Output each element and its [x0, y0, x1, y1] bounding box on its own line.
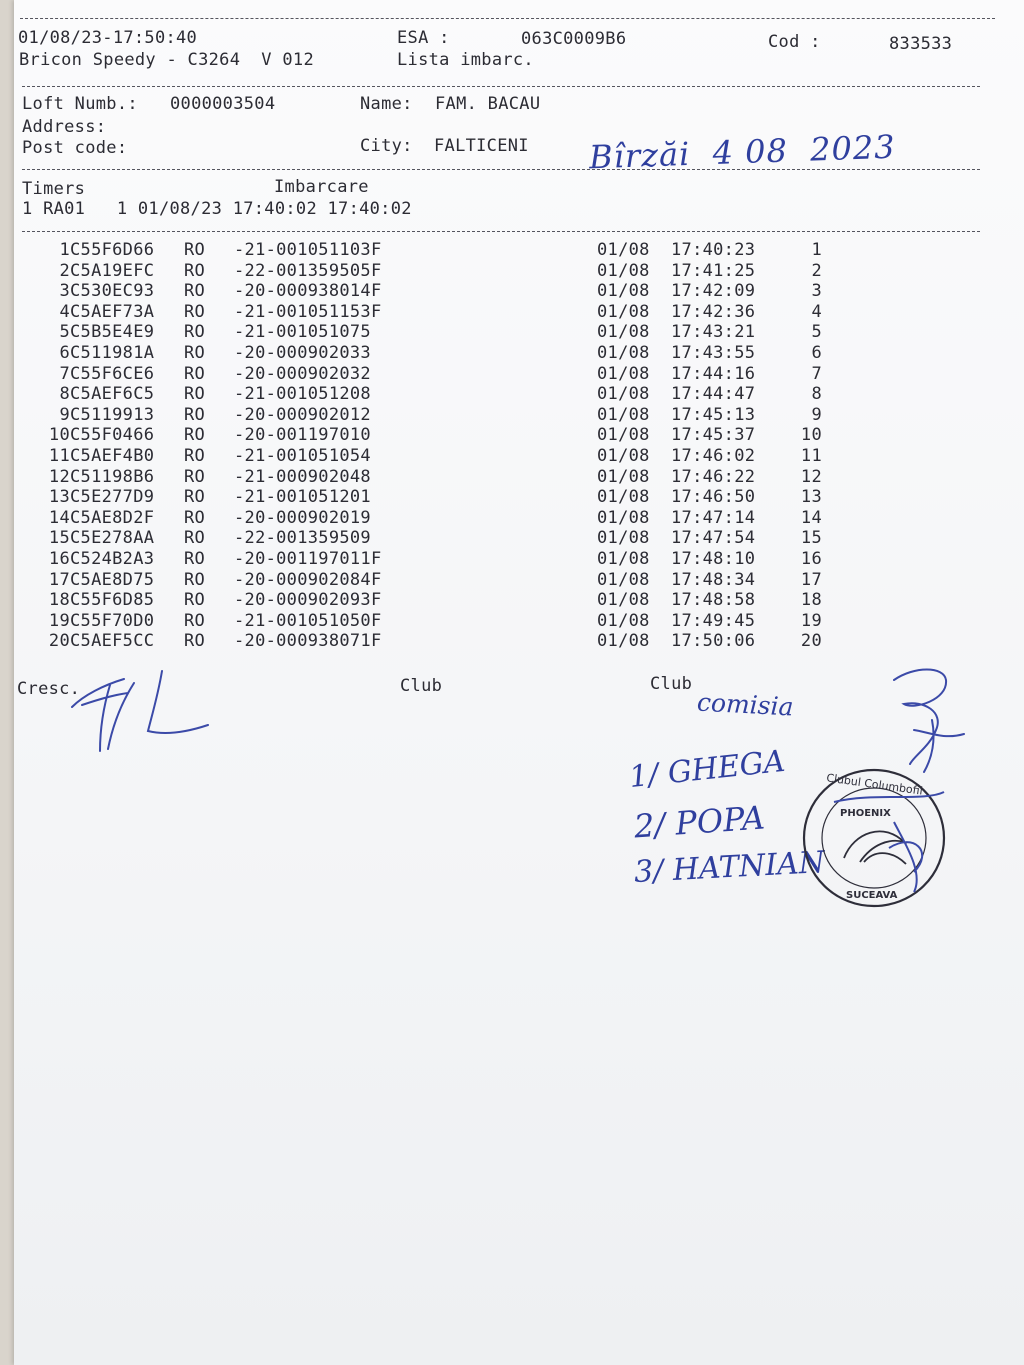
- separator-top: [20, 18, 995, 19]
- bird-ring: -20-000938014F: [234, 281, 382, 302]
- table-row: [14, 302, 1004, 322]
- header-cod-label: Cod :: [768, 32, 821, 52]
- bird-seq: 11: [800, 446, 822, 466]
- bird-date: 01/08: [597, 487, 650, 508]
- bird-seq: 4: [811, 301, 822, 322]
- table-row: [14, 631, 1004, 651]
- bird-ring: -21-001051050F: [234, 610, 382, 631]
- bird-time: 17:44:47: [671, 384, 756, 405]
- bird-chip: C5AE8D2F: [70, 507, 155, 528]
- timers-label: Timers: [22, 179, 86, 199]
- bird-time: 17:47:14: [671, 507, 756, 528]
- bird-date: 01/08: [597, 343, 650, 363]
- bird-time: 17:50:06: [671, 631, 756, 652]
- bird-time: 17:40:23: [671, 240, 756, 260]
- table-row: [14, 261, 1004, 281]
- bird-ring: -20-000902032: [234, 363, 371, 384]
- bird-chip: C5119913: [70, 404, 155, 425]
- bird-time: 17:43:55: [671, 343, 756, 363]
- bird-seq: 7: [811, 363, 822, 384]
- header-cod-value: 833533: [889, 34, 953, 54]
- stamp-bottom-text: SUCEAVA: [846, 890, 898, 901]
- separator-header: [22, 86, 980, 87]
- table-row: [14, 570, 1004, 590]
- bird-seq: 18: [800, 590, 822, 611]
- bird-chip: C511981A: [70, 343, 155, 363]
- bird-ring: -20-000902033: [234, 343, 371, 363]
- bird-chip: C5A19EFC: [70, 260, 155, 281]
- bird-date: 01/08: [597, 363, 650, 384]
- table-row: [14, 508, 1004, 528]
- bird-ring: -21-001051054: [234, 446, 371, 466]
- bird-ring: -21-001051153F: [234, 301, 382, 322]
- bird-country: RO: [184, 240, 206, 260]
- header-esa-value: 063C0009B6: [521, 29, 627, 49]
- handwritten-member-1: 1/ GHEGA: [627, 743, 787, 796]
- bird-chip: C5E277D9: [70, 487, 155, 508]
- bird-ring: -21-001051103F: [234, 240, 382, 260]
- header-datetime: 01/08/23-17:50:40: [18, 28, 198, 48]
- bird-date: 01/08: [597, 425, 650, 446]
- table-row: [14, 590, 1004, 610]
- bird-time: 17:44:16: [671, 363, 756, 384]
- bird-country: RO: [184, 528, 206, 549]
- bird-time: 17:46:22: [671, 466, 756, 487]
- bird-country: RO: [184, 487, 206, 508]
- bird-ring: -20-000902084F: [234, 569, 382, 590]
- city-value: FALTICENI: [434, 136, 529, 156]
- bird-time: 17:47:54: [671, 528, 756, 549]
- bird-date: 01/08: [597, 528, 650, 549]
- bird-time: 17:48:10: [671, 549, 756, 569]
- bird-n: 12: [48, 466, 70, 487]
- stamp-middle-text: PHOENIX: [840, 808, 891, 819]
- bird-ring: -20-001197011F: [234, 549, 382, 569]
- bird-n: 20: [48, 631, 70, 652]
- bird-date: 01/08: [597, 631, 650, 652]
- bird-time: 17:49:45: [671, 610, 756, 631]
- postcode-label: Post code:: [22, 138, 128, 158]
- bird-country: RO: [184, 343, 206, 363]
- bird-chip: C55F6D85: [70, 590, 155, 611]
- handwritten-comisia: comisia: [696, 687, 795, 722]
- bird-seq: 1: [811, 240, 822, 260]
- bird-date: 01/08: [597, 301, 650, 322]
- bird-chip: C55F6CE6: [70, 363, 155, 384]
- bird-seq: 6: [811, 343, 822, 363]
- breeder-signature: [64, 665, 214, 760]
- bird-country: RO: [184, 404, 206, 425]
- bird-seq: 15: [800, 528, 822, 549]
- bird-chip: C5AEF4B0: [70, 446, 155, 466]
- bird-n: 1: [59, 240, 70, 260]
- table-row: [14, 405, 1004, 425]
- bird-n: 10: [48, 425, 70, 446]
- bird-n: 6: [59, 343, 70, 363]
- bird-seq: 14: [800, 507, 822, 528]
- bird-date: 01/08: [597, 404, 650, 425]
- bird-time: 17:46:02: [671, 446, 756, 466]
- bird-ring: -20-000902093F: [234, 590, 382, 611]
- bird-seq: 10: [800, 425, 822, 446]
- club-label-1: Club: [400, 676, 443, 696]
- loft-number-value: 0000003504: [170, 94, 276, 114]
- bird-ring: -22-001359509: [234, 528, 371, 549]
- bird-date: 01/08: [597, 507, 650, 528]
- handwritten-member-2: 2/ POPA: [632, 798, 766, 846]
- bird-n: 4: [59, 301, 70, 322]
- bird-time: 17:45:37: [671, 425, 756, 446]
- bird-chip: C51198B6: [70, 466, 155, 487]
- bird-ring: -20-000938071F: [234, 631, 382, 652]
- name-value: FAM. BACAU: [435, 94, 541, 114]
- address-label: Address:: [22, 117, 107, 137]
- bird-ring: -22-001359505F: [234, 260, 382, 281]
- table-row: [14, 528, 1004, 548]
- bird-chip: C524B2A3: [70, 549, 155, 569]
- stamp-top-text: Clubul Columbofil: [825, 771, 924, 798]
- bird-date: 01/08: [597, 446, 650, 466]
- bird-date: 01/08: [597, 569, 650, 590]
- bird-chip: C55F0466: [70, 425, 155, 446]
- bird-country: RO: [184, 507, 206, 528]
- bird-date: 01/08: [597, 281, 650, 302]
- bird-country: RO: [184, 322, 206, 343]
- separator-timers: [22, 231, 980, 232]
- table-row: [14, 322, 1004, 342]
- table-row: [14, 343, 1004, 363]
- bird-seq: 3: [811, 281, 822, 302]
- bird-chip: C530EC93: [70, 281, 155, 302]
- bird-date: 01/08: [597, 549, 650, 569]
- handwritten-location-date: Bîrzăi 4 08 2023: [588, 127, 897, 177]
- bird-ring: -21-000902048: [234, 466, 371, 487]
- bird-chip: C5AEF6C5: [70, 384, 155, 405]
- bird-n: 17: [48, 569, 70, 590]
- bird-chip: C5AEF5CC: [70, 631, 155, 652]
- bird-time: 17:42:36: [671, 301, 756, 322]
- bird-time: 17:45:13: [671, 404, 756, 425]
- bird-seq: 8: [811, 384, 822, 405]
- header-list-title: Lista imbarc.: [397, 50, 534, 70]
- bird-seq: 12: [800, 466, 822, 487]
- bird-n: 7: [59, 363, 70, 384]
- bird-seq: 13: [800, 487, 822, 508]
- bird-seq: 5: [811, 322, 822, 343]
- bird-country: RO: [184, 610, 206, 631]
- table-row: [14, 487, 1004, 507]
- bird-date: 01/08: [597, 610, 650, 631]
- bird-date: 01/08: [597, 590, 650, 611]
- separator-loft: [22, 169, 980, 170]
- bird-chip: C5AE8D75: [70, 569, 155, 590]
- bird-n: 14: [48, 507, 70, 528]
- bird-chip: C5B5E4E9: [70, 322, 155, 343]
- bird-n: 2: [59, 260, 70, 281]
- club-label-2: Club: [650, 674, 693, 694]
- timer-row: 1 RA01 1 01/08/23 17:40:02 17:40:02: [22, 199, 412, 219]
- bird-n: 19: [48, 610, 70, 631]
- bird-n: 13: [48, 487, 70, 508]
- bird-country: RO: [184, 281, 206, 302]
- table-row: [14, 281, 1004, 301]
- bird-date: 01/08: [597, 384, 650, 405]
- bird-country: RO: [184, 384, 206, 405]
- receipt-paper: [14, 0, 1024, 1365]
- bird-chip: C55F6D66: [70, 240, 155, 260]
- cresc-label: Cresc.: [17, 679, 81, 699]
- bird-country: RO: [184, 260, 206, 281]
- bird-country: RO: [184, 301, 206, 322]
- bird-ring: -20-000902012: [234, 404, 371, 425]
- city-label: City:: [360, 136, 413, 156]
- name-label: Name:: [360, 94, 413, 114]
- bird-date: 01/08: [597, 240, 650, 260]
- bird-n: 5: [59, 322, 70, 343]
- bird-seq: 2: [811, 260, 822, 281]
- bird-n: 18: [48, 590, 70, 611]
- bird-country: RO: [184, 466, 206, 487]
- bird-chip: C5AEF73A: [70, 301, 155, 322]
- bird-ring: -21-001051201: [234, 487, 371, 508]
- bird-time: 17:48:58: [671, 590, 756, 611]
- bird-country: RO: [184, 590, 206, 611]
- bird-n: 3: [59, 281, 70, 302]
- bird-country: RO: [184, 363, 206, 384]
- bird-country: RO: [184, 425, 206, 446]
- bird-date: 01/08: [597, 466, 650, 487]
- table-row: [14, 446, 1004, 466]
- table-row: [14, 467, 1004, 487]
- bird-ring: -20-001197010: [234, 425, 371, 446]
- bird-country: RO: [184, 569, 206, 590]
- bird-n: 8: [59, 384, 70, 405]
- bird-date: 01/08: [597, 260, 650, 281]
- bird-chip: C55F70D0: [70, 610, 155, 631]
- header-esa-label: ESA :: [397, 28, 450, 48]
- bird-ring: -21-001051075: [234, 322, 371, 343]
- table-row: [14, 364, 1004, 384]
- header-device: Bricon Speedy - C3264 V 012: [19, 50, 314, 70]
- bird-time: 17:42:09: [671, 281, 756, 302]
- loft-number-label: Loft Numb.:: [22, 94, 138, 114]
- bird-n: 11: [48, 446, 70, 466]
- bird-country: RO: [184, 549, 206, 569]
- bird-ring: -20-000902019: [234, 507, 371, 528]
- bird-seq: 16: [800, 549, 822, 569]
- bird-seq: 9: [811, 404, 822, 425]
- bird-n: 9: [59, 404, 70, 425]
- bird-seq: 17: [800, 569, 822, 590]
- table-row: [14, 611, 1004, 631]
- bird-time: 17:46:50: [671, 487, 756, 508]
- bird-country: RO: [184, 446, 206, 466]
- handwritten-member-3: 3/ HATNIAN: [633, 845, 826, 890]
- table-row: [14, 240, 1004, 260]
- bird-country: RO: [184, 631, 206, 652]
- table-row: [14, 425, 1004, 445]
- table-row: [14, 549, 1004, 569]
- bird-seq: 20: [800, 631, 822, 652]
- bird-time: 17:43:21: [671, 322, 756, 343]
- bird-n: 16: [48, 549, 70, 569]
- imbarcare-label: Imbarcare: [274, 177, 369, 197]
- table-row: [14, 384, 1004, 404]
- bird-n: 15: [48, 528, 70, 549]
- bird-date: 01/08: [597, 322, 650, 343]
- bird-ring: -21-001051208: [234, 384, 371, 405]
- bird-time: 17:41:25: [671, 260, 756, 281]
- bird-chip: C5E278AA: [70, 528, 155, 549]
- bird-time: 17:48:34: [671, 569, 756, 590]
- bird-seq: 19: [800, 610, 822, 631]
